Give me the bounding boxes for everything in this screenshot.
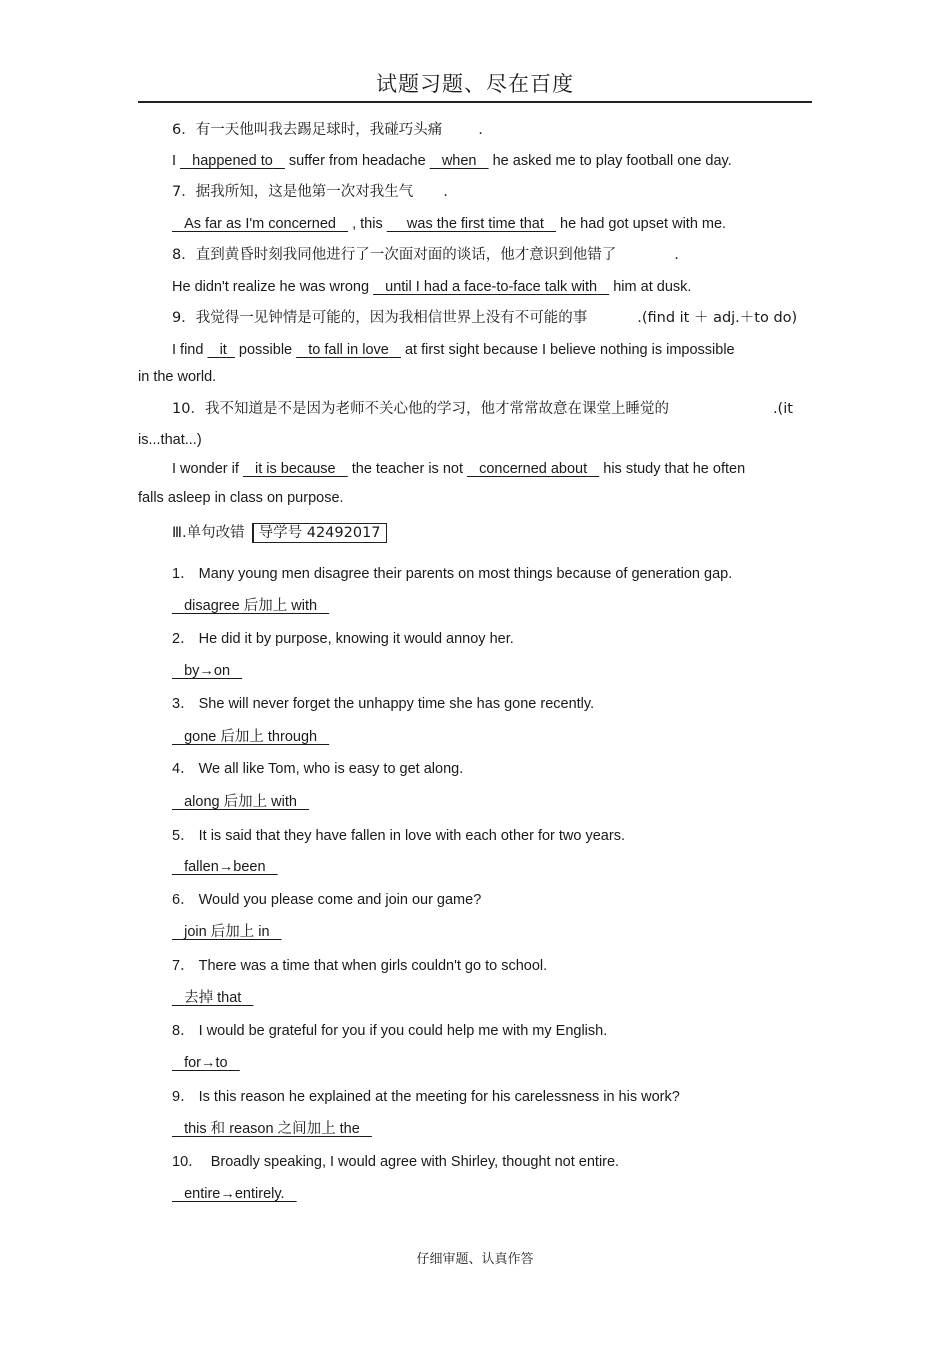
translation-item-6-answer: I happened to suffer from headache when he asked me to play football one day. (172, 153, 732, 169)
guide-number-badge: 导学号 42492017 (253, 523, 387, 543)
header-divider (138, 101, 812, 103)
translation-item-7-answer: As far as I'm concerned , this was the first time that he had got upset with me. (172, 215, 726, 233)
translation-item-10-answer: I wonder if it is because the teacher is not concerned about his study that he often (172, 461, 746, 477)
translation-item-9-answer: I find it possible to fall in love at first sight because I believe nothing is impossible (172, 342, 735, 358)
answer-blank: As far as I'm concerned (184, 216, 336, 232)
answer-blank: it (219, 342, 227, 358)
correction-item-3-answer: gone 后加上 through (184, 729, 318, 745)
answer-blank: happened to (192, 153, 273, 169)
correction-item-6-sentence: 6． Would you please come and join our game? (172, 892, 482, 908)
correction-item-5-answer: fallen→been (184, 859, 266, 875)
correction-item-3-sentence: 3． She will never forget the unhappy time she has gone recently. (172, 696, 595, 712)
correction-item-9-sentence: 9． Is this reason he explained at the meeting for his carelessness in his work? (172, 1089, 680, 1105)
correction-item-9-answer: this 和 reason 之间加上 the (184, 1121, 360, 1137)
answer-blank: until I had a face-to-face talk with (385, 279, 598, 295)
translation-item-8-prompt: 8．直到黄昏时刻我同他进行了一次面对面的谈话，他才意识到他错了 . (172, 247, 679, 263)
translation-item-10-prompt: 10．我不知道是不是因为老师不关心他的学习，他才常常故意在课堂上睡觉的 .(it (172, 401, 793, 417)
correction-item-1-answer: disagree 后加上 with (184, 598, 318, 614)
correction-item-1-sentence: 1． Many young men disagree their parents on most things because of generation gap. (172, 566, 733, 582)
translation-item-9-answer-wrap: in the world. (138, 369, 217, 385)
correction-item-2-sentence: 2． He did it by purpose, knowing it would annoy her. (172, 631, 514, 647)
correction-item-8-sentence: 8． I would be grateful for you if you could help me with my English. (172, 1023, 608, 1039)
page-footer-text: 仔细审题、认真作答 (416, 1252, 534, 1267)
translation-item-6-prompt: 6．有一天他叫我去踢足球时，我碰巧头痛 . (172, 122, 483, 138)
correction-item-5-sentence: 5． It is said that they have fallen in love with each other for two years. (172, 828, 625, 844)
correction-item-7-sentence: 7． There was a time that when girls couldn't go to school. (172, 958, 548, 974)
translation-item-10-answer-wrap: falls asleep in class on purpose. (138, 490, 344, 506)
translation-item-7-prompt: 7．据我所知，这是他第一次对我生气 . (172, 184, 448, 200)
page-header-title: 试题习题、尽在百度 (376, 72, 574, 96)
answer-blank: when (441, 153, 477, 169)
correction-item-4-sentence: 4． We all like Tom, who is easy to get along. (172, 761, 464, 777)
correction-item-10-sentence: 10． Broadly speaking, I would agree with Shirley, thought not entire. (172, 1154, 620, 1170)
correction-item-2-answer: by→on (184, 663, 231, 679)
correction-item-6-answer: join 后加上 in (184, 924, 270, 940)
translation-item-10-prompt-wrap: is...that...) (138, 432, 202, 448)
translation-item-8-answer: He didn't realize he was wrong until I had a face-to-face talk with him at dusk. (172, 279, 692, 295)
answer-blank: to fall in love (308, 342, 389, 358)
answer-blank: it is because (255, 461, 336, 477)
answer-blank: was the first time that (406, 216, 544, 232)
correction-item-7-answer: 去掉 that (184, 990, 242, 1006)
answer-blank: concerned about (479, 461, 588, 477)
section-3-heading: Ⅲ.单句改错 导学号 42492017 (172, 523, 387, 543)
correction-item-10-answer: entire→entirely. (184, 1186, 285, 1202)
translation-item-9-prompt: 9．我觉得一见钟情是可能的，因为我相信世界上没有不可能的事 .(find it ＋ adj.＋to do) (172, 310, 798, 326)
correction-item-4-answer: along 后加上 with (184, 794, 297, 810)
correction-item-8-answer: for→to (184, 1055, 228, 1071)
